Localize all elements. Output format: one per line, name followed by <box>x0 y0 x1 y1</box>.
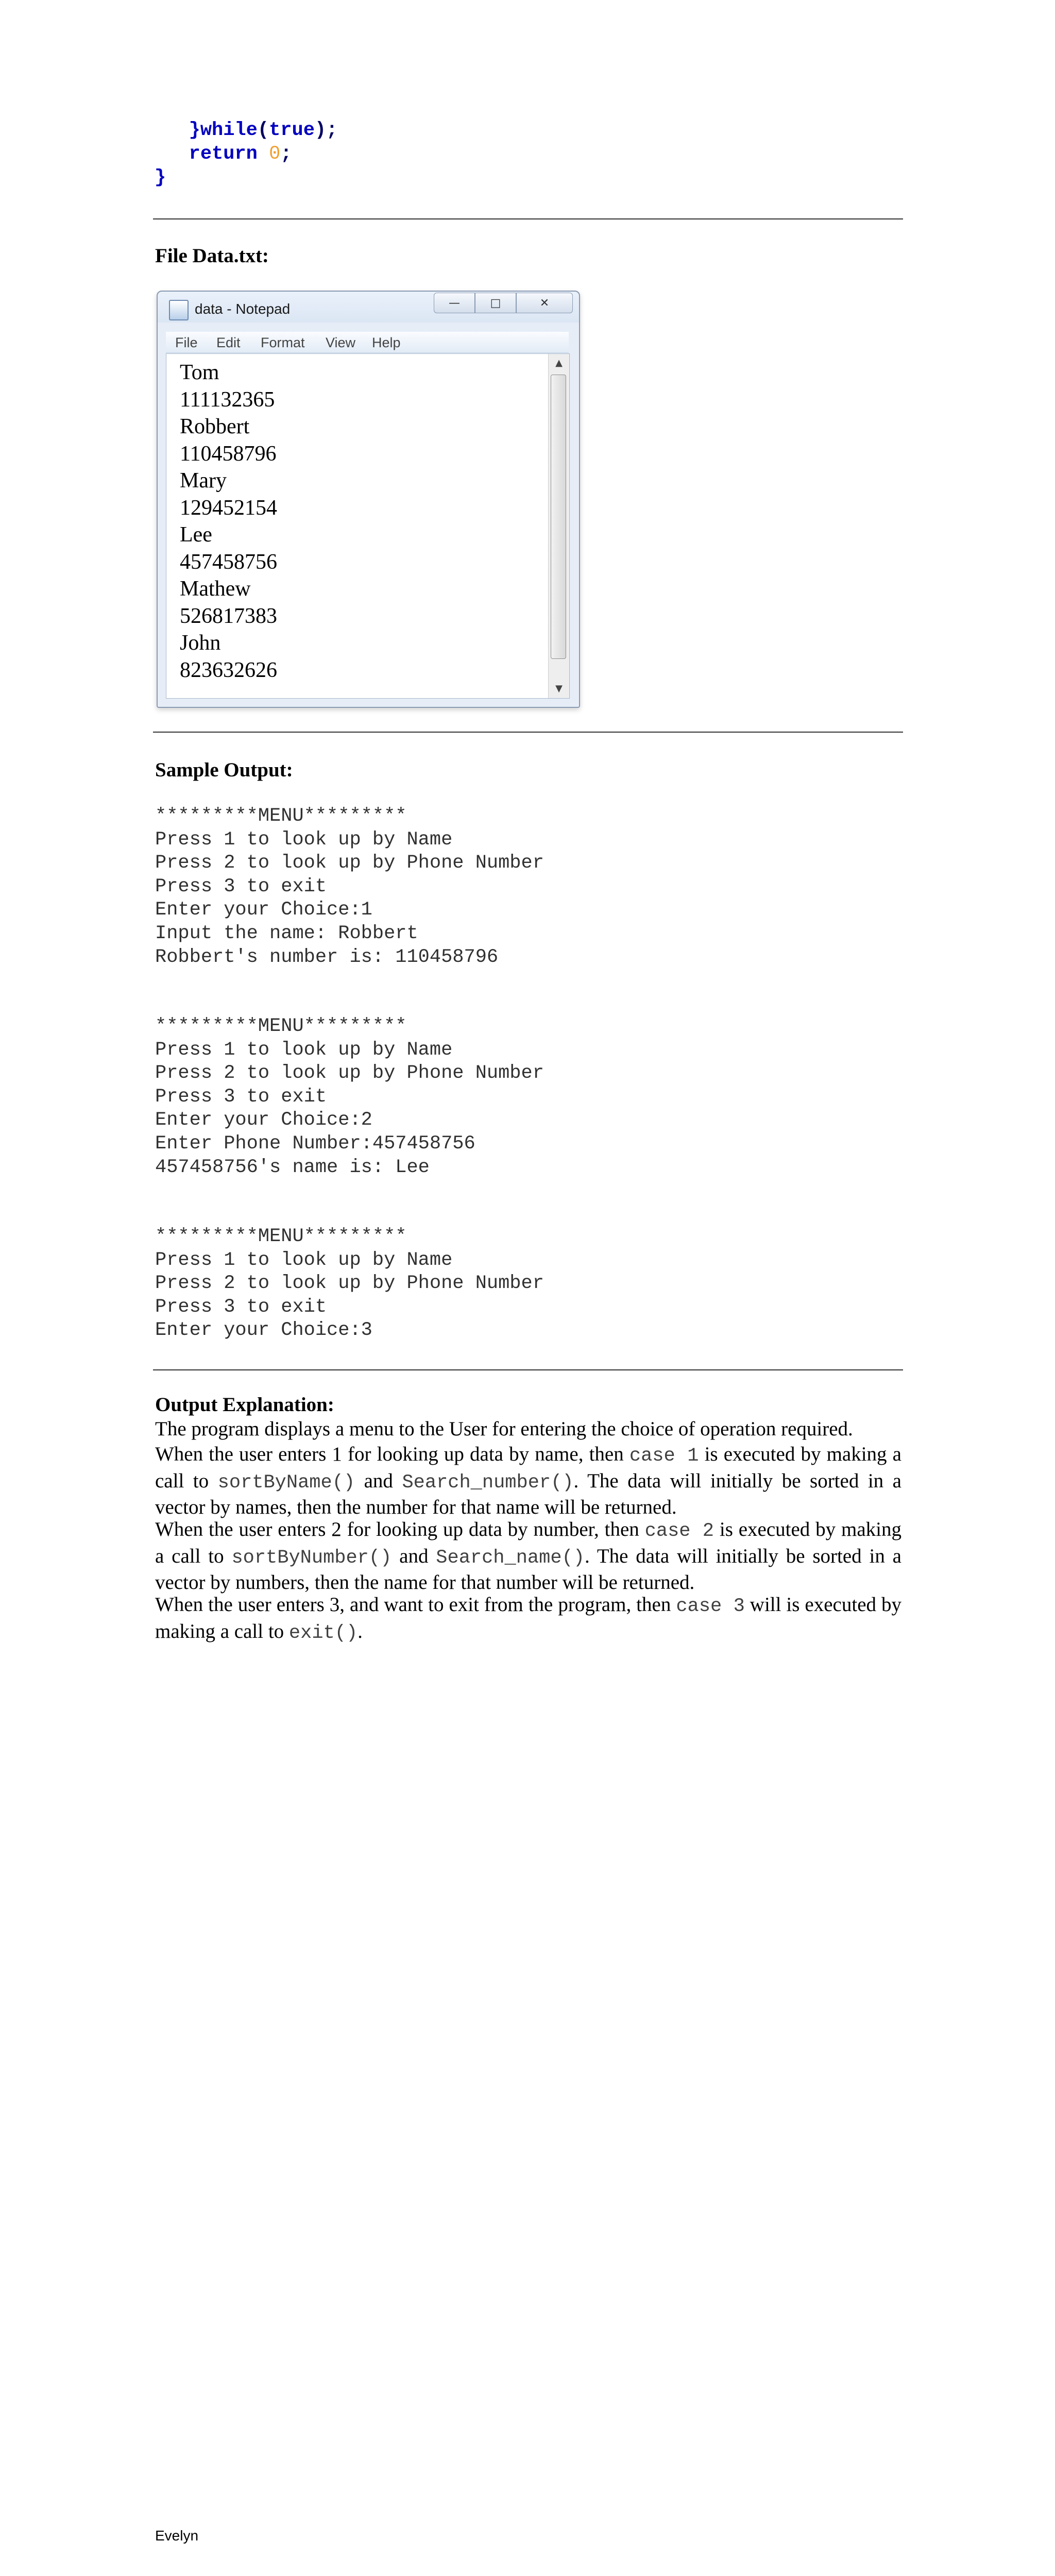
output-line: Press 1 to look up by Name <box>155 1039 453 1061</box>
code-punct: ; <box>280 143 292 165</box>
text: . <box>358 1620 363 1642</box>
maximize-button[interactable] <box>475 293 516 313</box>
inline-code: case 3 <box>676 1596 745 1617</box>
code-line <box>155 143 292 165</box>
output-line: Press 3 to exit <box>155 1296 327 1318</box>
code-punct: ); <box>314 120 338 141</box>
code-snippet <box>155 118 337 190</box>
close-button[interactable] <box>516 293 573 313</box>
inline-code: case 2 <box>644 1520 714 1542</box>
code-punct: ( <box>257 120 269 141</box>
inline-code: sortByName() <box>217 1471 355 1494</box>
file-line: Robbert <box>180 415 250 438</box>
text: When the user enters 3, and want to exit from the program, then <box>155 1594 676 1616</box>
explanation-paragraph-4 <box>155 1592 901 1646</box>
inline-code: sortByNumber() <box>231 1547 392 1569</box>
explanation-paragraph-2 <box>155 1442 901 1520</box>
output-line: Press 1 to look up by Name <box>155 828 453 851</box>
menu-help[interactable]: Help <box>372 335 401 350</box>
output-line: Input the name: Robbert <box>155 922 418 944</box>
text: . The data will initially be sorted in a vector by numbers, then the name for that number will be returned. <box>155 1545 901 1594</box>
window-controls <box>434 293 573 313</box>
output-line: *********MENU********* <box>155 1015 407 1037</box>
footer-author: Evelyn <box>155 2528 199 2544</box>
sample-output-heading: Sample Output: <box>155 759 293 781</box>
file-line: John <box>180 631 221 655</box>
divider <box>153 1369 903 1370</box>
output-line: *********MENU********* <box>155 1226 407 1247</box>
file-line: 129452154 <box>180 496 277 520</box>
code-keyword: return <box>189 143 258 165</box>
scroll-down-icon[interactable]: ▼ <box>555 683 563 694</box>
text: When the user enters 2 for looking up data by number, then <box>155 1518 645 1540</box>
explanation-paragraph-3 <box>155 1517 901 1596</box>
text: is executed by making a call to <box>155 1443 901 1492</box>
output-line: Press 1 to look up by Name <box>155 1249 453 1271</box>
output-line: Robbert's number is: 110458796 <box>155 946 499 968</box>
vertical-scrollbar[interactable] <box>548 354 569 698</box>
notepad-app-icon <box>169 300 189 320</box>
menu-edit[interactable]: Edit <box>216 335 241 350</box>
inline-code: Search_number() <box>402 1471 574 1494</box>
minimize-button[interactable] <box>434 293 475 313</box>
text: will is executed by making a call to <box>155 1594 901 1642</box>
divider <box>153 218 903 219</box>
code-line <box>155 120 337 141</box>
output-line: Enter your Choice:3 <box>155 1319 372 1342</box>
file-line: Tom <box>180 361 219 384</box>
scrollbar-thumb[interactable] <box>551 375 566 659</box>
notepad-lines <box>180 359 277 684</box>
output-line: Press 3 to exit <box>155 1086 327 1108</box>
file-line: 111132365 <box>180 387 275 412</box>
output-block-2 <box>155 1015 544 1179</box>
file-line: Mary <box>180 469 227 493</box>
text: is executed by making a call to <box>155 1518 901 1567</box>
code-brace: } <box>189 120 200 141</box>
output-line: Press 2 to look up by Phone Number <box>155 852 544 874</box>
explanation-heading: Output Explanation: <box>155 1394 334 1416</box>
inline-code: case 1 <box>629 1445 699 1467</box>
output-line: Press 2 to look up by Phone Number <box>155 1062 544 1084</box>
output-line: Enter your Choice:1 <box>155 899 372 921</box>
notepad-window <box>157 291 580 708</box>
file-heading: File Data.txt: <box>155 245 269 267</box>
file-line: Lee <box>180 523 212 547</box>
output-line: 457458756's name is: Lee <box>155 1156 430 1178</box>
code-line: } <box>155 167 166 189</box>
text: and <box>355 1469 402 1492</box>
inline-code: Search_name() <box>436 1547 585 1569</box>
notepad-menu-bar <box>166 332 569 353</box>
menu-view[interactable]: View <box>326 335 356 350</box>
code-keyword: while <box>200 120 258 141</box>
output-line: Enter Phone Number:457458756 <box>155 1132 475 1155</box>
minimize-icon: — <box>449 296 460 310</box>
close-icon: ✕ <box>539 296 550 310</box>
file-line: 110458796 <box>180 442 277 466</box>
text: . The data will initially be sorted in a vector by names, then the number for that name will be returned. <box>155 1469 901 1519</box>
text: and <box>392 1545 436 1567</box>
scroll-up-icon[interactable]: ▲ <box>555 358 563 368</box>
text: When the user enters 1 for looking up data by name, then <box>155 1443 629 1465</box>
file-line: 457458756 <box>180 550 277 574</box>
menu-file[interactable]: File <box>175 335 198 350</box>
maximize-icon: □ <box>490 296 501 310</box>
explanation-paragraph-1: The program displays a menu to the User for entering the choice of operation required. <box>155 1418 853 1440</box>
inline-code: exit() <box>288 1622 358 1644</box>
code-keyword: true <box>269 120 315 141</box>
divider <box>153 732 903 733</box>
file-line: 526817383 <box>180 604 277 628</box>
output-line: Press 2 to look up by Phone Number <box>155 1273 544 1295</box>
output-line: Press 3 to exit <box>155 875 327 897</box>
file-line: Mathew <box>180 577 251 601</box>
notepad-text-area[interactable] <box>166 353 570 699</box>
output-block-1 <box>155 805 544 969</box>
notepad-title: data - Notepad <box>195 301 291 317</box>
menu-format[interactable]: Format <box>261 335 305 350</box>
output-line: Enter your Choice:2 <box>155 1109 372 1131</box>
output-block-3 <box>155 1225 544 1343</box>
file-line: 823632626 <box>180 658 277 682</box>
code-number: 0 <box>269 143 281 165</box>
output-line: *********MENU********* <box>155 805 407 827</box>
